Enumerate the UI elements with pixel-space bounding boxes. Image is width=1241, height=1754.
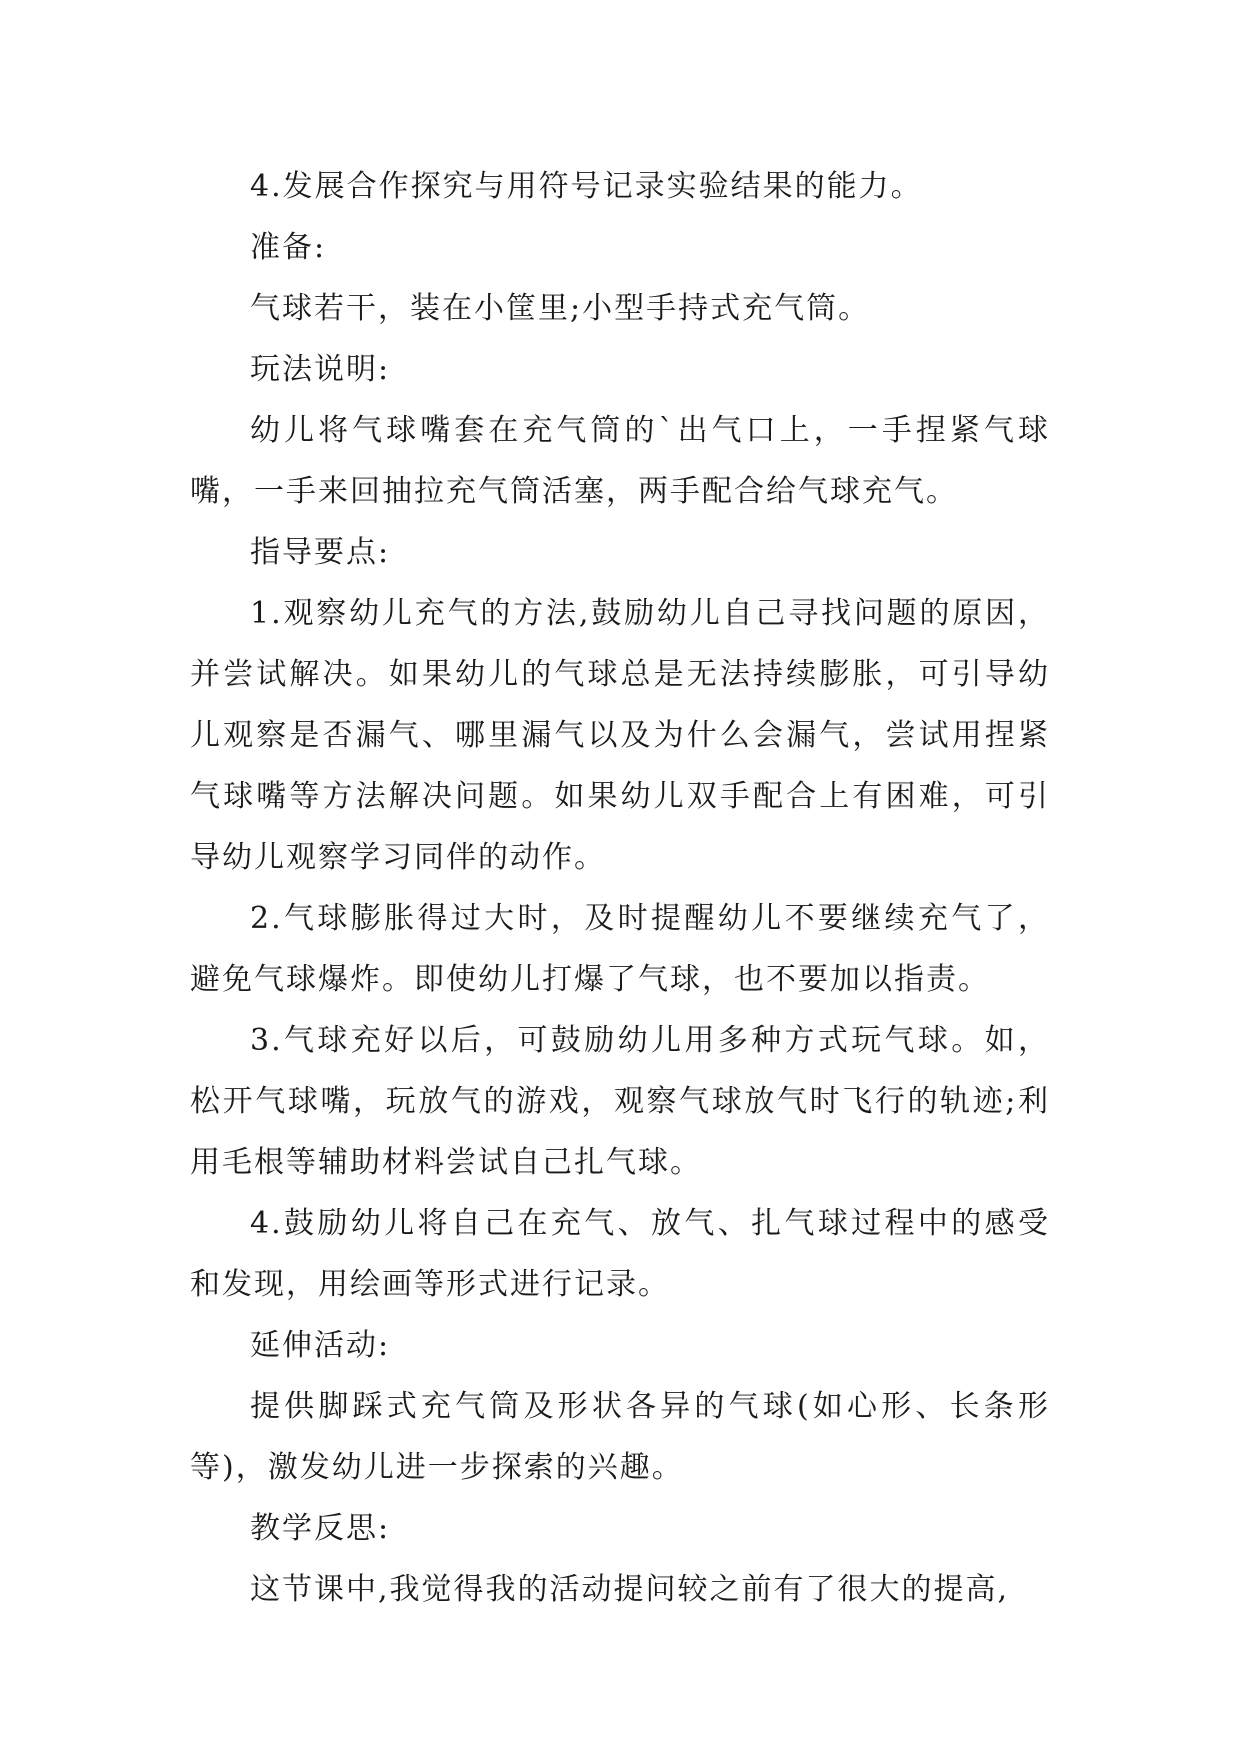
section-heading-reflection: 教学反思: — [250, 1511, 391, 1546]
preparation-text: 气球若干，装在小筐里;小型手持式充气筒。 — [250, 291, 871, 326]
section-heading-guidance: 指导要点: — [250, 535, 391, 570]
guidance-item-4: 4.鼓励幼儿将自己在充气、放气、扎气球过程中的感受和发现，用绘画等形式进行记录。 — [190, 1206, 1050, 1302]
goal-item-4: 4.发展合作探究与用符号记录实验结果的能力。 — [250, 169, 923, 204]
instructions-text: 幼儿将气球嘴套在充气筒的`出气口上，一手捏紧气球嘴，一手来回抽拉充气筒活塞，两手配合给气球充气。 — [190, 413, 1050, 509]
guidance-item-2: 2.气球膨胀得过大时，及时提醒幼儿不要继续充气了，避免气球爆炸。即使幼儿打爆了气球，也不要加以指责。 — [190, 901, 1050, 997]
section-heading-instructions: 玩法说明: — [250, 352, 391, 387]
section-heading-extension: 延伸活动: — [250, 1328, 391, 1363]
guidance-item-3: 3.气球充好以后，可鼓励幼儿用多种方式玩气球。如，松开气球嘴，玩放气的游戏，观察气球放气时飞行的轨迹;利用毛根等辅助材料尝试自己扎气球。 — [190, 1023, 1050, 1180]
guidance-item-1: 1.观察幼儿充气的方法,鼓励幼儿自己寻找问题的原因，并尝试解决。如果幼儿的气球总是无法持续膨胀，可引导幼儿观察是否漏气、哪里漏气以及为什么会漏气，尝试用捏紧气球嘴等方法解决问题。如果幼儿双手配合上有困难，可引导幼儿观察学习同伴的动作。 — [190, 596, 1050, 875]
reflection-text: 这节课中,我觉得我的活动提问较之前有了很大的提高, — [250, 1572, 1010, 1607]
document-body — [190, 156, 1050, 1620]
section-heading-preparation: 准备: — [250, 230, 327, 265]
extension-text: 提供脚踩式充气筒及形状各异的气球(如心形、长条形等)，激发幼儿进一步探索的兴趣。 — [190, 1389, 1050, 1485]
